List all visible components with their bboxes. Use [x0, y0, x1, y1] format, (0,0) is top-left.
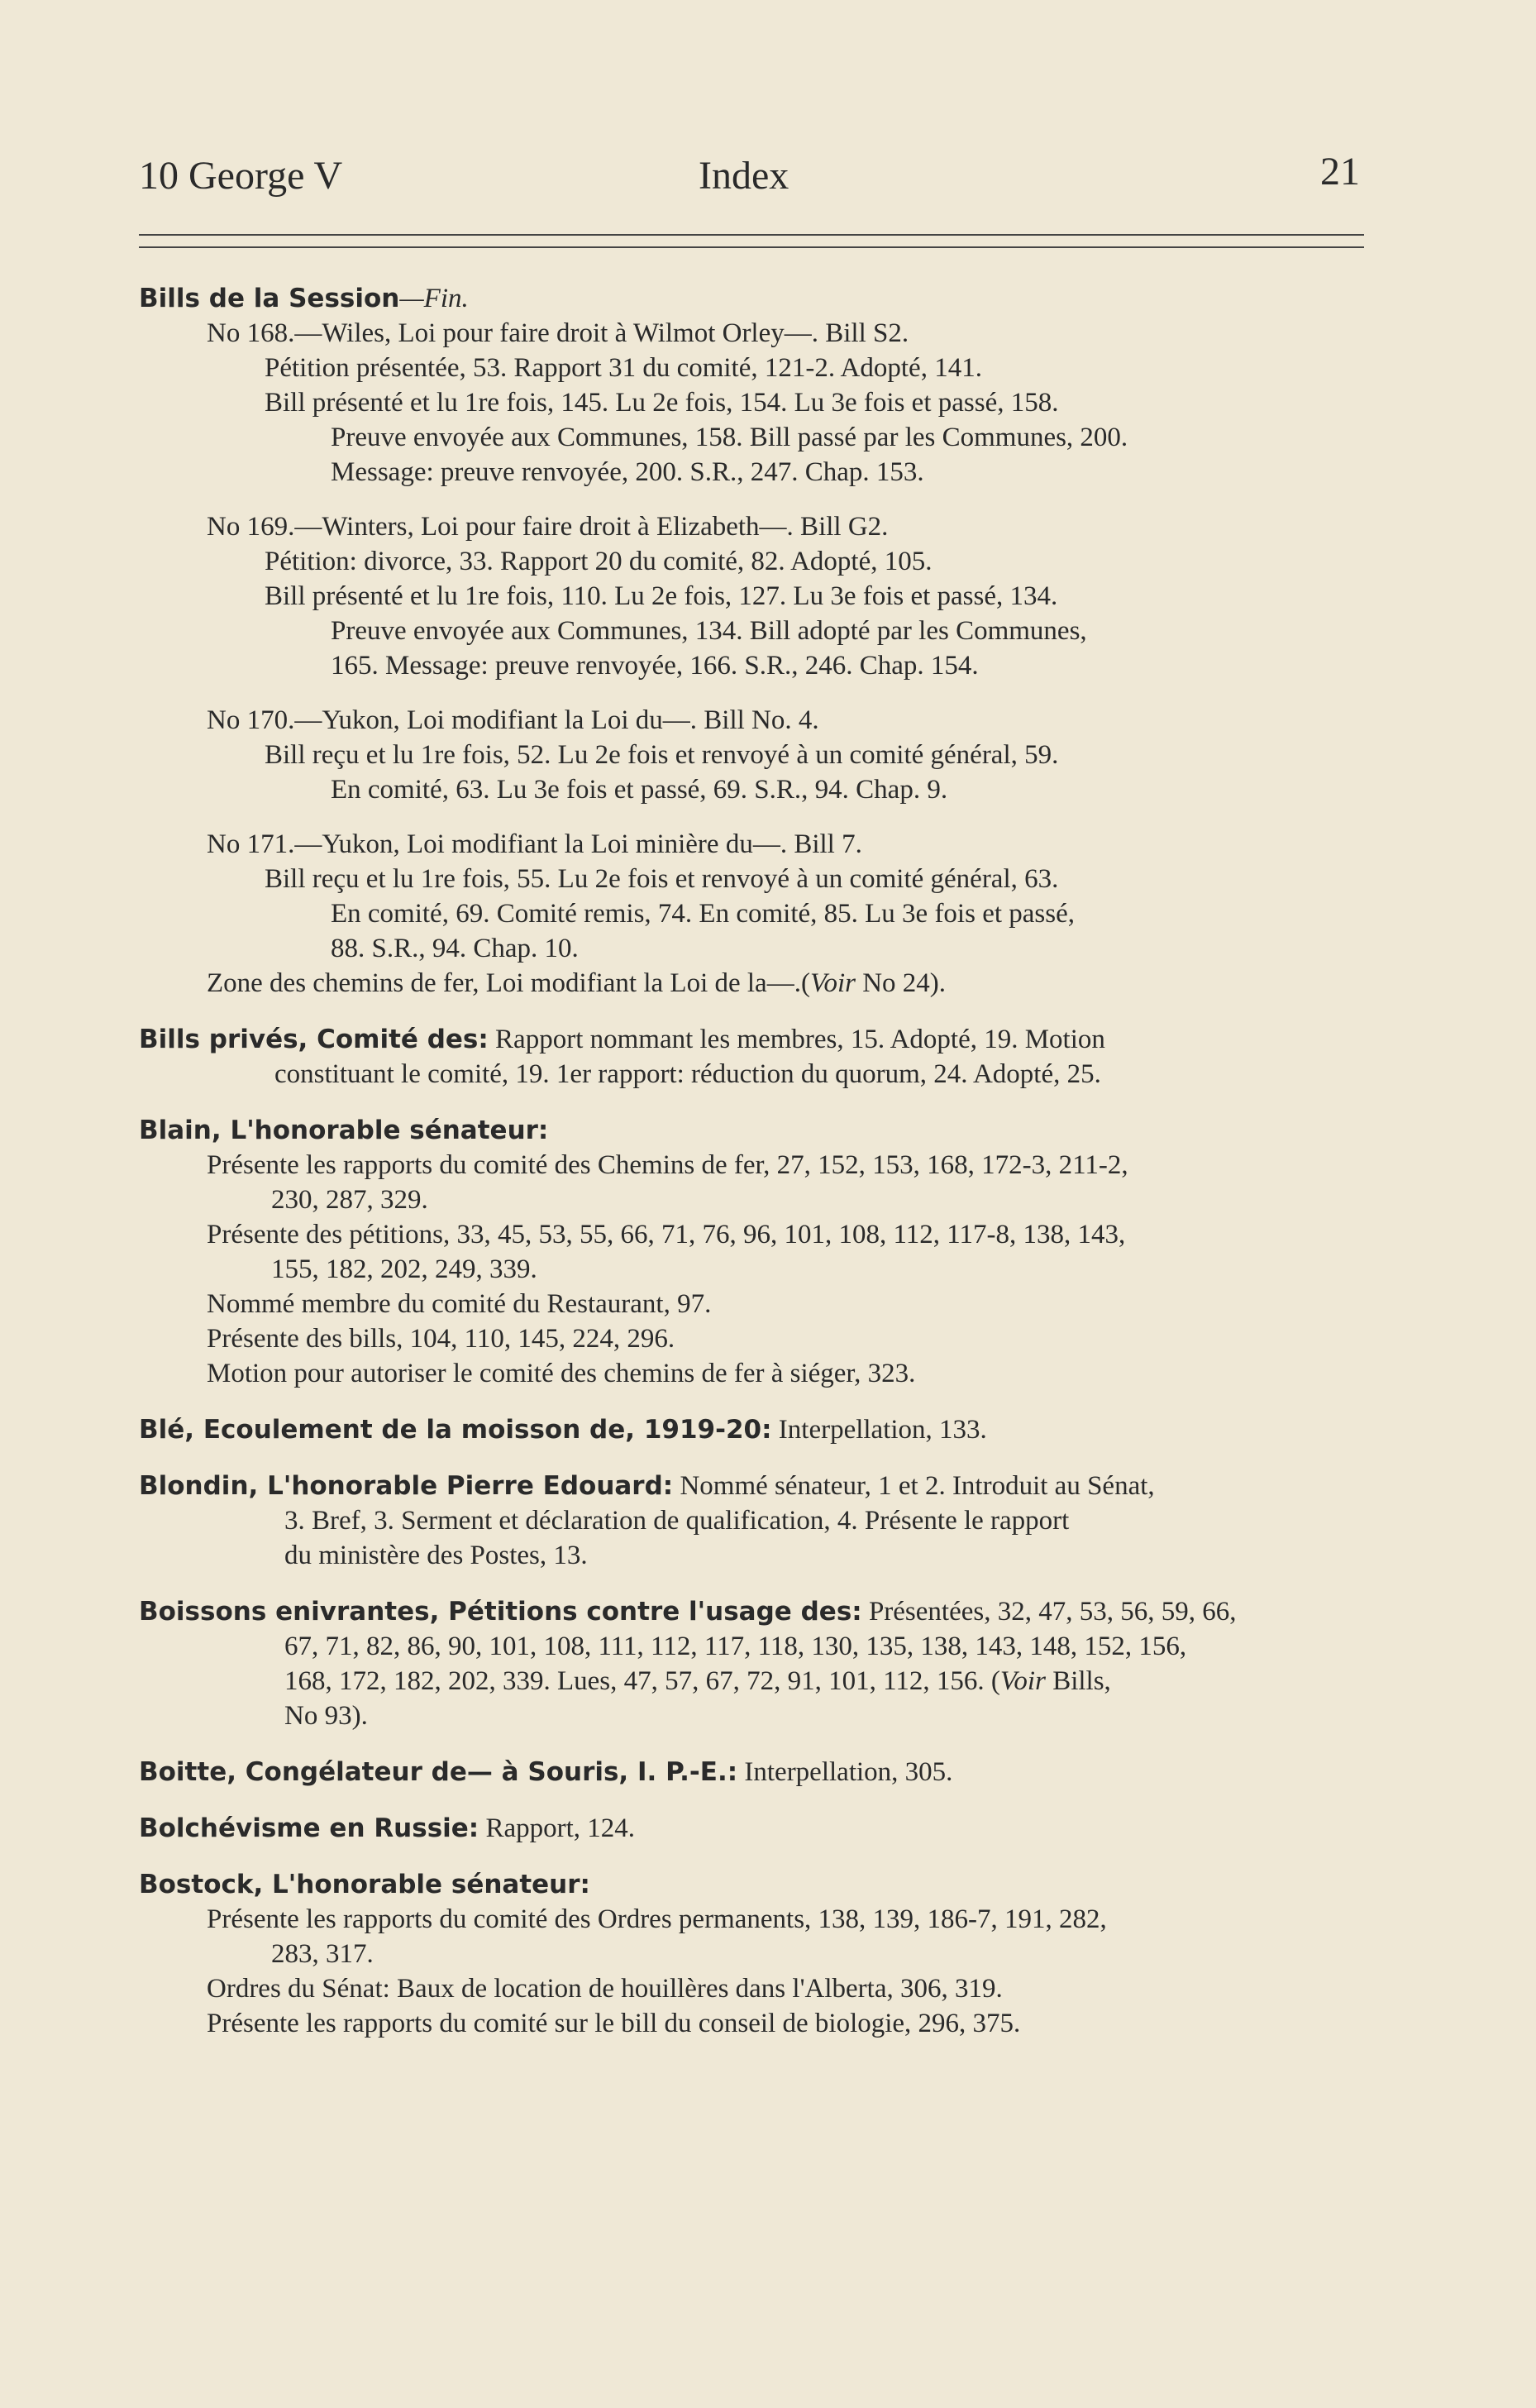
- entry-boissons: Boissons enivrantes, Pétitions contre l'usage des: Présentées, 32, 47, 53, 56, 59, 66, 67, 71, 82, 86, 90, 101, 108, 111, 112, 117, 118, 130, 135, 138, 143, 148, 152, 156, 168, 172, 182, 202, 339. Lues, 47, 57, 67, 72, 91, 101, 112, 156. (Voir Bills, No 93).: [139, 1597, 1237, 1731]
- entry-bostock: Bostock, L'honorable sénateur: Présente les rapports du comité des Ordres permanents, 138, 139, 186-7, 191, 282, 283, 317. Ordres du Sénat: Baux de location de houillères dans l'Alberta, 306, 319. Présente les rapports du comité sur le bill du conseil de biologie, 296, 375.: [139, 1870, 1107, 2038]
- entry-blain: Blain, L'honorable sénateur: Présente les rapports du comité des Chemins de fer, 27, 152, 153, 168, 172-3, 211-2, 230, 287, 329. Présente des pétitions, 33, 45, 53, 55, 66, 71, 76, 96, 101, 108, 112, 117-8, 138, 143, 155, 182, 202, 249, 339. Nommé membre du comité du Restaurant, 97. Présente des bills, 104, 110, 145, 224, 296. Motion pour autoriser le comité des chemins de fer à siéger, 323.: [139, 1116, 1128, 1388]
- page-number: 21: [1320, 150, 1360, 194]
- header-rule-top: [139, 234, 1364, 236]
- bill-168: No 168.—Wiles, Loi pour faire droit à Wilmot Orley—. Bill S2. Pétition présentée, 53. Rapport 31 du comité, 121-2. Adopté, 141. Bill présenté et lu 1re fois, 145. Lu 2e fois, 154. Lu 3e fois et passé, 158. Preuve envoyée aux Communes, 158. Bill passé par les Communes, 200. Message: preuve renvoyée, 200. S.R., 247. Chap. 153.: [207, 318, 1128, 487]
- bill-171: No 171.—Yukon, Loi modifiant la Loi minière du—. Bill 7. Bill reçu et lu 1re fois, 55. Lu 2e fois et renvoyé à un comité général, 63. En comité, 69. Comité remis, 74. En comité, 85. Lu 3e fois et passé, 88. S.R., 94. Chap. 10.: [207, 829, 1075, 963]
- header-session: 10 George V: [139, 154, 343, 198]
- entry-bills-prives: Bills privés, Comité des: Rapport nommant les membres, 15. Adopté, 19. Motion constituant le comité, 19. 1er rapport: réduction du quorum, 24. Adopté, 25.: [139, 1025, 1105, 1089]
- entry-heading: Bills de la Session—Fin.: [139, 284, 469, 313]
- entry-blondin: Blondin, L'honorable Pierre Edouard: Nommé sénateur, 1 et 2. Introduit au Sénat, 3. Bref, 3. Serment et déclaration de qualification, 4. Présente le rapport du ministère des Postes, 13.: [139, 1471, 1155, 1570]
- bill-169: No 169.—Winters, Loi pour faire droit à Elizabeth—. Bill G2. Pétition: divorce, 33. Rapport 20 du comité, 82. Adopté, 105. Bill présenté et lu 1re fois, 110. Lu 2e fois, 127. Lu 3e fois et passé, 134. Preuve envoyée aux Communes, 134. Bill adopté par les Communes, 165. Message: preuve renvoyée, 166. S.R., 246. Chap. 154.: [207, 512, 1087, 681]
- header-title: Index: [699, 154, 789, 198]
- bill-zone-reference: Zone des chemins de fer, Loi modifiant la Loi de la—.(Voir No 24).: [207, 968, 947, 998]
- bill-170: No 170.—Yukon, Loi modifiant la Loi du—. Bill No. 4. Bill reçu et lu 1re fois, 52. Lu 2e fois et renvoyé à un comité général, 59. En comité, 63. Lu 3e fois et passé, 69. S.R., 94. Chap. 9.: [207, 705, 1059, 805]
- entry-bolchevisme: Bolchévisme en Russie: Rapport, 124.: [139, 1813, 636, 1843]
- header-rule-bottom: [139, 246, 1364, 248]
- entry-boitte: Boitte, Congélateur de— à Souris, I. P.-E.: Interpellation, 305.: [139, 1757, 953, 1787]
- entry-bills-session: [139, 281, 1379, 1001]
- entry-ble: Blé, Ecoulement de la moisson de, 1919-20: Interpellation, 133.: [139, 1415, 987, 1445]
- index-content: [139, 281, 1379, 2062]
